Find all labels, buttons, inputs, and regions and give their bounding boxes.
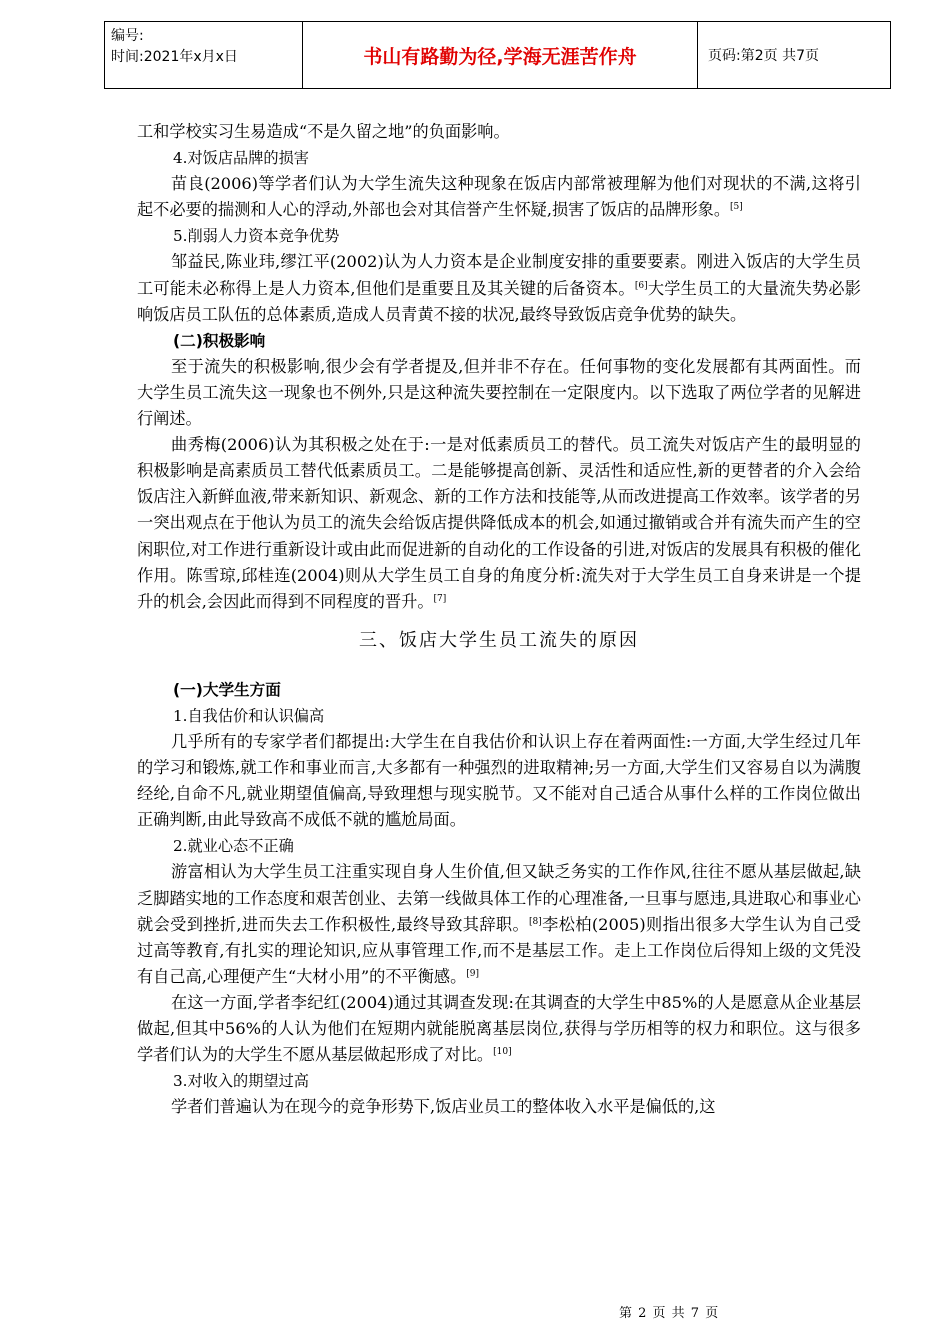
section-heading: 三、饭店大学生员工流失的原因 xyxy=(359,629,639,651)
subsection-heading: (二)积极影响 xyxy=(173,331,266,350)
header-page-label: 页码:第2页 共7页 xyxy=(708,48,819,64)
doc-date-label: 时间:2021年x月x日 xyxy=(111,49,238,65)
citation-ref: [5] xyxy=(730,202,743,213)
paragraph: 曲秀梅(2006)认为其积极之处在于:一是对低素质员工的替代。员工流失对饭店产生的最明显的积极影响是高素质员工替代低素质员工。二是能够提高创新、灵活性和适应性,新的更替者的介入会给饭店注入新鲜血液,带来新知识、新观念、新的工作方法和技能等,从而改进提高工作效率。该学者的另一突出观点在于他认为员工的流失会给饭店提供降低成本的机会,如通过撤销或合并有流失而产生的空闲职位,对工作进行重新设计或由此而促进新的自动化的工作设备的引进,对饭店的发展具有积极的催化作用。陈雪琼,邱桂连(2004)则从大学生员工自身的角度分析:流失对于大学生员工自身来讲是一个提升的机会,会因此而得到不同程度的晋升。[7] xyxy=(137,435,861,611)
paragraph: 学者们普遍认为在现今的竞争形势下,饭店业员工的整体收入水平是偏低的,这 xyxy=(171,1097,716,1117)
paragraph: 至于流失的积极影响,很少会有学者提及,但并非不存在。任何事物的变化发展都有其两面性。而大学生员工流失这一现象也不例外,只是这种流失要控制在一定限度内。以下选取了两位学者的见解进行阐述。 xyxy=(137,356,861,429)
citation-ref: [8] xyxy=(529,916,542,927)
subsection-heading: (一)大学生方面 xyxy=(173,680,281,699)
header-meta xyxy=(105,22,303,88)
subheading: 4.对饭店品牌的损害 xyxy=(173,149,309,168)
citation-ref: [6] xyxy=(634,280,648,291)
paragraph: 游富相认为大学生员工注重实现自身人生价值,但又缺乏务实的工作作风,往往不愿从基层做起,缺乏脚踏实地的工作态度和艰苦创业、去第一线做具体工作的心理准备,一旦事与愿违,具进取心和事业心就会受到挫折,进而失去工作积极性,最终导致其辞职。[8]李松柏(2005)则指出很多大学生认为自己受过高等教育,有扎实的理论知识,应从事管理工作,而不是基层工作。走上工作岗位后得知上级的文凭没有自己高,心理便产生“大材小用”的不平衡感。[9] xyxy=(137,862,861,986)
header-motto: 书山有路勤为径,学海无涯苦作舟 xyxy=(303,22,698,88)
paragraph: 邹益民,陈业玮,缪江平(2002)认为人力资本是企业制度安排的重要要素。刚进入饭店的大学生员工可能未必称得上是人力资本,但他们是重要且及其关键的后备资本。[6]大学生员工的大量流失势必影响饭店员工队伍的总体素质,造成人员青黄不接的状况,最终导致饭店竞争优势的缺失。 xyxy=(137,252,861,324)
document-body xyxy=(137,119,861,1120)
page-footer: 第 2 页 共 7 页 xyxy=(619,1306,720,1321)
citation-ref: [9] xyxy=(466,968,480,979)
subheading: 2.就业心态不正确 xyxy=(173,837,294,856)
citation-ref: [7] xyxy=(433,593,447,604)
doc-number-label: 编号: xyxy=(111,28,144,44)
citation-ref: [10] xyxy=(493,1047,512,1058)
subheading: 5.削弱人力资本竞争优势 xyxy=(173,227,340,246)
subheading: 1.自我估价和认识偏高 xyxy=(173,706,325,725)
paragraph: 工和学校实习生易造成“不是久留之地”的负面影响。 xyxy=(137,122,510,141)
subheading: 3.对收入的期望过高 xyxy=(173,1072,309,1091)
paragraph: 几乎所有的专家学者们都提出:大学生在自我估价和认识上存在着两面性:一方面,大学生经过几年的学习和锻炼,就工作和事业而言,大多都有一种强烈的进取精神;另一方面,大学生们又容易自以为满腹经纶,自命不凡,就业期望值偏高,导致理想与现实脱节。又不能对自己适合从事什么样的工作岗位做出正确判断,由此导致高不成低不就的尴尬局面。 xyxy=(137,731,861,830)
paragraph: 苗良(2006)等学者们认为大学生流失这种现象在饭店内部常被理解为他们对现状的不满,这将引起不必要的揣测和人心的浮动,外部也会对其信誉产生怀疑,损害了饭店的品牌形象。[5] xyxy=(137,174,861,220)
paragraph: 在这一方面,学者李纪红(2004)通过其调查发现:在其调查的大学生中85%的人是愿意从企业基层做起,但其中56%的人认为他们在短期内就能脱离基层岗位,获得与学历相等的权力和职位。这与很多学者们认为的大学生不愿从基层做起形成了对比。[10] xyxy=(137,992,861,1065)
document-header xyxy=(104,21,891,89)
